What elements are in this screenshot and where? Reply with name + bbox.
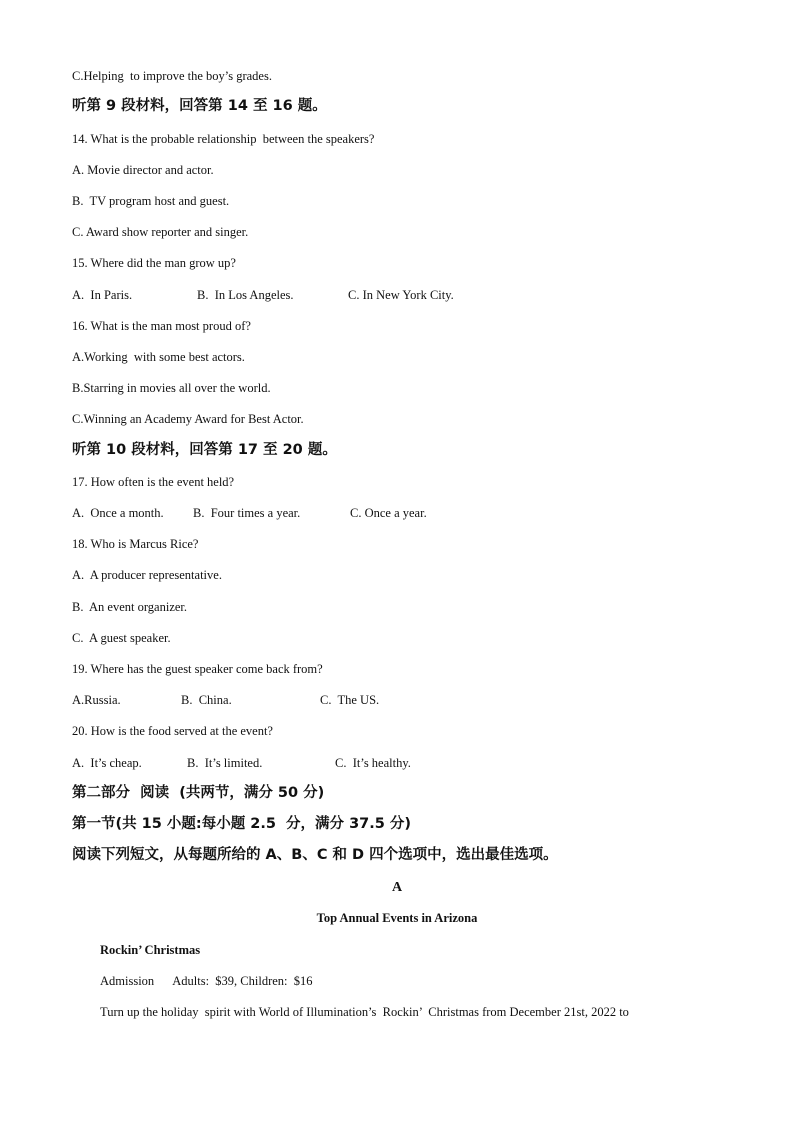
- event-name: Rockin’ Christmas: [100, 943, 201, 957]
- section-heading: 第一节(共 15 小题:每小题 2.5 分，满分 37.5 分): [72, 816, 412, 832]
- option-14c: C. Award show reporter and singer.: [72, 225, 249, 239]
- body-text: Turn up the holiday spirit with World of Illumination’s Rockin’ Christmas from December 21st, 2022 to: [100, 1005, 629, 1019]
- option-20b: B. It’s limited.: [187, 756, 263, 770]
- passage-title: Top Annual Events in Arizona: [316, 911, 478, 925]
- question-15: 15. Where did the man grow up?: [72, 256, 236, 270]
- option-17c: C. Once a year.: [350, 506, 427, 520]
- option-15c: C. In New York City.: [348, 288, 454, 302]
- question-20: 20. How is the food served at the event?: [72, 724, 273, 738]
- option-16a: A.Working with some best actors.: [72, 350, 245, 364]
- part-heading: 第二部分 阅读 (共两节，满分 50 分): [72, 785, 325, 801]
- instructions: 阅读下列短文，从每题所给的 A、B、C 和 D 四个选项中，选出最佳选项。: [72, 847, 558, 863]
- option-19a: A.Russia.: [72, 693, 121, 707]
- option-20a: A. It’s cheap.: [72, 756, 142, 770]
- option-18a: A. A producer representative.: [72, 568, 222, 582]
- question-18: 18. Who is Marcus Rice?: [72, 537, 199, 551]
- option-16b: B.Starring in movies all over the world.: [72, 381, 271, 395]
- option-15a: A. In Paris.: [72, 288, 133, 302]
- option-19c: C. The US.: [320, 693, 380, 707]
- option-19b: B. China.: [181, 693, 232, 707]
- section-heading: 听第 10 段材料，回答第 17 至 20 题。: [72, 442, 337, 458]
- question-14: 14. What is the probable relationship between the speakers?: [72, 132, 375, 146]
- text-line: C.Helping to improve the boy’s grades.: [72, 69, 272, 83]
- option-16c: C.Winning an Academy Award for Best Actor.: [72, 412, 304, 426]
- option-17a: A. Once a month.: [72, 506, 164, 520]
- option-18b: B. An event organizer.: [72, 600, 188, 614]
- question-17: 17. How often is the event held?: [72, 475, 235, 489]
- question-19: 19. Where has the guest speaker come back from?: [72, 662, 323, 676]
- admission-line: Admission Adults: $39, Children: $16: [100, 974, 313, 988]
- option-17b: B. Four times a year.: [193, 506, 301, 520]
- option-15b: B. In Los Angeles.: [197, 288, 294, 302]
- option-18c: C. A guest speaker.: [72, 631, 171, 645]
- option-14a: A. Movie director and actor.: [72, 163, 214, 177]
- option-14b: B. TV program host and guest.: [72, 194, 230, 208]
- option-20c: C. It’s healthy.: [335, 756, 411, 770]
- passage-letter: A: [391, 880, 403, 895]
- section-heading: 听第 9 段材料，回答第 14 至 16 题。: [72, 98, 327, 114]
- question-16: 16. What is the man most proud of?: [72, 319, 251, 333]
